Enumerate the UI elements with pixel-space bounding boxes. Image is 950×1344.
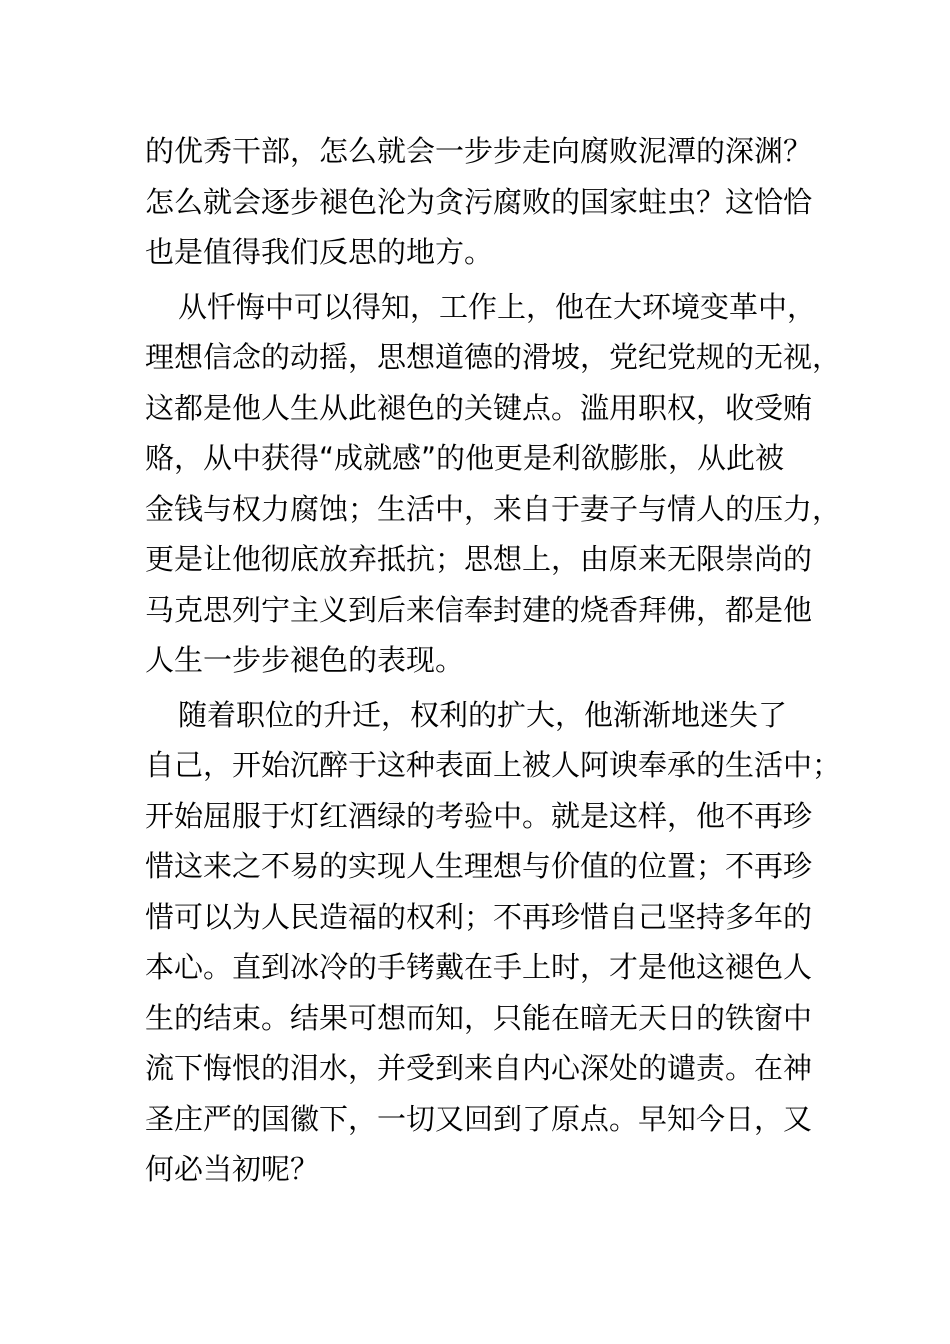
text-line: 开始屈服于灯红酒绿的考验中。就是这样，他不再珍 [145,798,813,833]
text-line: 理想信念的动摇，思想道德的滑坡，党纪党规的无视， [145,340,842,374]
text-line: 本心。直到冰冷的手铐戴在手上时，才是他这褪色人 [145,950,813,984]
text-line: 随着职位的升迁，权利的扩大，他渐渐地迷失了 [178,697,788,732]
text-line: 惜这来之不易的实现人生理想与价值的位置；不再珍 [145,849,813,883]
text-line: 金钱与权力腐蚀；生活中，来自于妻子与情人的压力， [145,491,842,526]
paragraph-3 [145,690,842,1195]
text-line: 从忏悔中可以得知，工作上，他在大环境变革中， [178,289,817,324]
paragraph-1 [145,126,825,278]
text-line: 也是值得我们反思的地方。 [145,235,494,269]
text-line: 怎么就会逐步褪色沦为贪污腐败的国家蛀虫？这恰恰 [145,184,813,219]
text-line: 圣庄严的国徽下，一切又回到了原点。早知今日，又 [145,1101,813,1136]
text-line: 这都是他人生从此褪色的关键点。滥用职权，收受贿 [145,390,813,425]
text-line: 马克思列宁主义到后来信奉封建的烧香拜佛，都是他 [145,592,813,627]
text-line: 生的结束。结果可想而知，只能在暗无天日的铁窗中 [145,1000,813,1035]
text-line: 更是让他彻底放弃抵抗；思想上，由原来无限崇尚的 [145,542,813,576]
text-line: 何必当初呢？ [145,1152,320,1186]
text-line: 流下悔恨的泪水，并受到来自内心深处的谴责。在神 [145,1051,813,1085]
text-line: 自己，开始沉醉于这种表面上被人阿谀奉承的生活中； [145,748,842,782]
body-text [145,126,842,1199]
paragraph-2 [145,282,842,686]
text-line: 的优秀干部，怎么就会一步步走向腐败泥潭的深渊？ [145,134,813,168]
text-line: 赂，从中获得“成就感”的他更是利欲膨胀，从此被 [145,441,785,475]
text-line: 人生一步步褪色的表现。 [145,643,465,677]
text-line: 惜可以为人民造福的权利；不再珍惜自己坚持多年的 [145,899,813,934]
